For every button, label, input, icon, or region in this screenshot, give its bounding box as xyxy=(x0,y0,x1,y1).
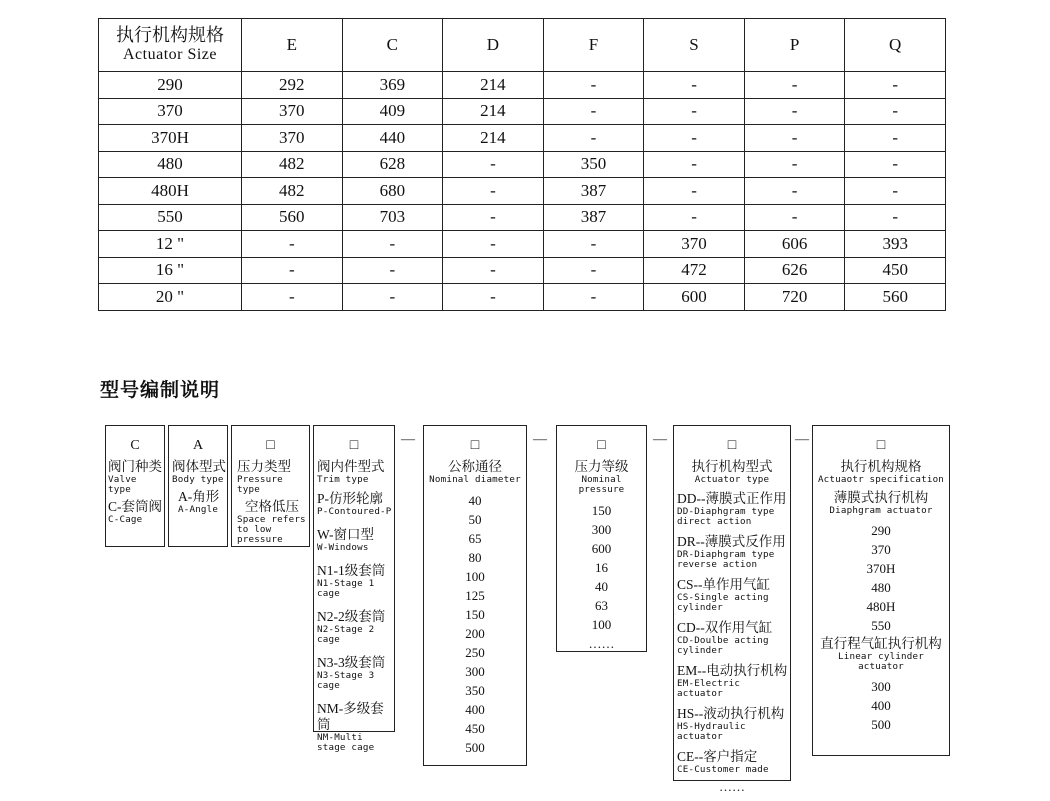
label-en: Actuator type xyxy=(694,474,770,485)
table-cell: 409 xyxy=(342,98,443,125)
table-row xyxy=(99,151,946,178)
box-actuator-type xyxy=(673,425,791,794)
spec-group1-list xyxy=(813,521,949,635)
table-cell: 480H xyxy=(99,178,242,205)
table-cell: 600 xyxy=(644,284,745,311)
item-en: C-Cage xyxy=(108,514,143,525)
label-en: Actuaotr specification xyxy=(817,474,945,485)
table-cell: 482 xyxy=(242,151,343,178)
actuator-item-cn: DD--薄膜式正作用 xyxy=(677,491,787,506)
group2-en: Linear cylinder actuator xyxy=(838,651,924,672)
table-cell: - xyxy=(845,204,946,231)
table-cell: - xyxy=(845,178,946,205)
header-col: S xyxy=(644,19,745,72)
table-cell: 560 xyxy=(845,284,946,311)
label-en: Nominal pressure xyxy=(578,474,625,495)
table-cell: - xyxy=(543,98,644,125)
diameter-value: 350 xyxy=(465,683,485,698)
label-cn: 阀门种类 xyxy=(108,459,162,474)
checkbox-placeholder: □ xyxy=(876,438,886,453)
table-header-row xyxy=(99,19,946,72)
box-nominal-pressure xyxy=(556,425,647,652)
table-cell: - xyxy=(443,284,544,311)
trim-item-en: N2-Stage 2 cage xyxy=(317,624,375,645)
table-cell: - xyxy=(644,204,745,231)
diameter-value: 400 xyxy=(465,702,485,717)
label-en: Valve type xyxy=(108,474,137,495)
table-cell: 393 xyxy=(845,231,946,258)
table-row xyxy=(99,178,946,205)
dimension-table xyxy=(98,18,946,311)
table-cell: 370 xyxy=(242,98,343,125)
table-cell: 370H xyxy=(99,125,242,152)
table-cell: 369 xyxy=(342,72,443,99)
trim-item-cn: N1-1级套筒 xyxy=(317,563,386,578)
spec-value: 500 xyxy=(871,717,891,732)
table-cell: 290 xyxy=(99,72,242,99)
table-cell: - xyxy=(242,284,343,311)
item-en: A-Angle xyxy=(178,504,219,515)
table-cell: 370 xyxy=(644,231,745,258)
label-en: Trim type xyxy=(317,474,369,485)
diameter-value: 150 xyxy=(465,607,485,622)
group1-cn: 薄膜式执行机构 xyxy=(833,490,929,505)
pressure-value: 150 xyxy=(591,503,612,518)
diameter-value: 125 xyxy=(465,588,485,603)
header-col: E xyxy=(242,19,343,72)
table-row xyxy=(99,72,946,99)
pressure-list xyxy=(557,501,646,653)
table-row xyxy=(99,204,946,231)
diameter-list xyxy=(424,491,526,757)
trim-item-en: W-Windows xyxy=(317,542,369,553)
table-row xyxy=(99,231,946,258)
diameter-value: 200 xyxy=(465,626,485,641)
actuator-item-cn: CS--单作用气缸 xyxy=(677,577,771,592)
actuator-item-en: CS-Single acting xyxy=(677,592,769,603)
group1-en: Diaphgram actuator xyxy=(829,505,933,516)
diameter-value: 300 xyxy=(465,664,485,679)
checkbox-placeholder: □ xyxy=(597,438,606,453)
table-cell: - xyxy=(543,72,644,99)
label-en: Pressure type xyxy=(237,474,283,495)
actuator-item-en: HS-Hydraulic actuator xyxy=(677,721,746,742)
pressure-value: 16 xyxy=(595,560,608,575)
header-col: C xyxy=(342,19,443,72)
code-letter: C xyxy=(130,438,140,453)
header-size-cn: 执行机构规格 xyxy=(116,25,224,45)
label-cn: 执行机构规格 xyxy=(840,459,922,474)
label-cn: 公称通径 xyxy=(448,459,502,474)
label-en: Body type xyxy=(172,474,224,485)
table-cell: 16 " xyxy=(99,257,242,284)
table-cell: 214 xyxy=(443,125,544,152)
label-cn: 压力等级 xyxy=(574,459,629,474)
diameter-value: 40 xyxy=(468,493,482,508)
table-cell: - xyxy=(443,204,544,231)
table-cell: - xyxy=(543,284,644,311)
spec-value: 370 xyxy=(871,542,891,557)
table-cell: 292 xyxy=(242,72,343,99)
separator-dash: — xyxy=(795,432,809,447)
trim-item-cn: P-仿形轮廓 xyxy=(317,491,384,506)
box-nominal-diameter xyxy=(423,425,527,766)
spec-value: 300 xyxy=(871,679,891,694)
diameter-value: 500 xyxy=(465,740,485,755)
checkbox-placeholder: □ xyxy=(349,438,359,453)
trim-item-en: N3-Stage 3 cage xyxy=(317,670,375,691)
table-cell: - xyxy=(242,231,343,258)
trim-item-en: NM-Multi xyxy=(317,732,363,743)
separator-dash: — xyxy=(533,432,547,447)
table-cell: 703 xyxy=(342,204,443,231)
checkbox-placeholder: □ xyxy=(470,438,480,453)
trim-item-en: N1-Stage 1 cage xyxy=(317,578,375,599)
trim-item-cn: N2-2级套筒 xyxy=(317,609,386,624)
table-cell: 370 xyxy=(99,98,242,125)
table-cell: 350 xyxy=(543,151,644,178)
box-trim-type xyxy=(313,425,395,753)
table-cell: - xyxy=(543,125,644,152)
table-cell: - xyxy=(744,98,845,125)
spec-value: 480 xyxy=(871,580,891,595)
item-en: pressure xyxy=(237,534,283,545)
actuator-item-cn: EM--电动执行机构 xyxy=(677,663,788,678)
item-en: Space refers xyxy=(237,514,306,525)
table-cell: - xyxy=(543,231,644,258)
table-cell: 214 xyxy=(443,98,544,125)
table-cell: 560 xyxy=(242,204,343,231)
table-cell: 440 xyxy=(342,125,443,152)
actuator-item-cn: CD--双作用气缸 xyxy=(677,620,773,635)
table-cell: - xyxy=(644,125,745,152)
diameter-value: 80 xyxy=(468,550,482,565)
table-cell: 550 xyxy=(99,204,242,231)
table-cell: - xyxy=(744,178,845,205)
table-cell: 20 " xyxy=(99,284,242,311)
table-cell: - xyxy=(342,284,443,311)
table-cell: - xyxy=(845,125,946,152)
table-cell: 214 xyxy=(443,72,544,99)
pressure-value: 600 xyxy=(591,541,612,556)
table-cell: - xyxy=(644,72,745,99)
header-col: F xyxy=(543,19,644,72)
more-ellipsis: …… xyxy=(719,779,745,794)
group2-cn: 直行程气缸执行机构 xyxy=(820,636,942,651)
table-cell: - xyxy=(443,151,544,178)
table-cell: - xyxy=(342,231,443,258)
label-cn: 执行机构型式 xyxy=(691,459,773,474)
label-en: Nominal diameter xyxy=(429,474,521,485)
actuator-item-en: CE-Customer made xyxy=(677,764,769,775)
table-cell: - xyxy=(845,72,946,99)
table-cell: 12 " xyxy=(99,231,242,258)
table-cell: 387 xyxy=(543,204,644,231)
table-cell: - xyxy=(744,151,845,178)
table-cell: - xyxy=(443,178,544,205)
table-cell: - xyxy=(242,257,343,284)
diameter-value: 250 xyxy=(465,645,485,660)
header-actuator-size xyxy=(99,19,242,72)
table-cell: - xyxy=(543,257,644,284)
table-cell: - xyxy=(744,204,845,231)
spec-group2-list xyxy=(813,677,949,734)
actuator-item-en: reverse action xyxy=(677,559,758,570)
table-cell: 680 xyxy=(342,178,443,205)
header-col: D xyxy=(443,19,544,72)
trim-item-list xyxy=(317,491,394,753)
diameter-value: 65 xyxy=(468,531,482,546)
table-row xyxy=(99,98,946,125)
table-cell: 720 xyxy=(744,284,845,311)
spec-value: 480H xyxy=(866,599,896,614)
trim-item-en: P-Contoured-P xyxy=(317,506,392,517)
box-pressure-type xyxy=(231,425,310,547)
header-col: P xyxy=(744,19,845,72)
table-cell: - xyxy=(443,231,544,258)
box-body-type xyxy=(168,425,228,547)
table-cell: 450 xyxy=(845,257,946,284)
header-size-en: Actuator Size xyxy=(122,46,218,63)
checkbox-placeholder: □ xyxy=(266,438,275,453)
item-en: to low xyxy=(237,524,272,535)
diameter-value: 450 xyxy=(465,721,485,736)
actuator-item-en: DR-Diaphgram type xyxy=(677,549,775,560)
table-cell: - xyxy=(644,151,745,178)
table-cell: 626 xyxy=(744,257,845,284)
label-cn: 压力类型 xyxy=(237,459,291,474)
spec-value: 370H xyxy=(866,561,896,576)
section-heading: 型号编制说明 xyxy=(100,379,221,401)
table-cell: - xyxy=(845,151,946,178)
actuator-item-en: cylinder xyxy=(677,645,723,656)
table-cell: 370 xyxy=(242,125,343,152)
box-valve-type xyxy=(105,425,165,547)
diameter-value: 100 xyxy=(465,569,485,584)
table-cell: 472 xyxy=(644,257,745,284)
table-cell: - xyxy=(644,98,745,125)
separator-dash: — xyxy=(653,432,667,447)
box-actuator-spec xyxy=(812,425,950,756)
header-col: Q xyxy=(845,19,946,72)
actuator-item-cn: DR--薄膜式反作用 xyxy=(677,534,786,549)
pressure-value: 100 xyxy=(591,617,612,632)
trim-item-cn: N3-3级套筒 xyxy=(317,655,386,670)
spec-value: 400 xyxy=(871,698,891,713)
table-cell: - xyxy=(744,72,845,99)
table-cell: - xyxy=(443,257,544,284)
item-cn: A-角形 xyxy=(178,489,220,504)
trim-item-cn: NM-多级套筒 xyxy=(317,701,384,732)
table-cell: - xyxy=(845,98,946,125)
table-cell: - xyxy=(644,178,745,205)
label-cn: 阀体型式 xyxy=(172,459,226,474)
actuator-item-cn: CE--客户指定 xyxy=(677,749,758,764)
table-cell: 387 xyxy=(543,178,644,205)
table-cell: 628 xyxy=(342,151,443,178)
table-cell: 480 xyxy=(99,151,242,178)
actuator-item-en: CD-Doulbe acting xyxy=(677,635,769,646)
item-cn: 空格低压 xyxy=(245,499,299,514)
trim-item-cn: W-窗口型 xyxy=(317,527,374,542)
diameter-value: 50 xyxy=(468,512,482,527)
pressure-value: 300 xyxy=(591,522,612,537)
table-body xyxy=(99,72,946,311)
pressure-value: 63 xyxy=(595,598,608,613)
table-cell: - xyxy=(744,125,845,152)
table-row xyxy=(99,125,946,152)
code-letter: A xyxy=(192,438,204,453)
actuator-item-en: cylinder xyxy=(677,602,723,613)
table-cell: - xyxy=(342,257,443,284)
label-cn: 阀内件型式 xyxy=(317,459,385,474)
item-cn: C-套筒阀 xyxy=(108,499,162,514)
table-row xyxy=(99,257,946,284)
trim-item-en: stage cage xyxy=(317,742,375,753)
separator-dash: — xyxy=(401,432,415,447)
pressure-value: 40 xyxy=(595,579,608,594)
table-row xyxy=(99,284,946,311)
table-cell: 482 xyxy=(242,178,343,205)
actuator-item-cn: HS--液动执行机构 xyxy=(677,706,785,721)
table-cell: 606 xyxy=(744,231,845,258)
spec-value: 550 xyxy=(871,618,891,633)
spec-value: 290 xyxy=(871,523,891,538)
actuator-item-en: EM-Electric actuator xyxy=(677,678,741,699)
checkbox-placeholder: □ xyxy=(727,438,737,453)
actuator-type-list xyxy=(674,491,790,775)
actuator-item-en: direct action xyxy=(677,516,752,527)
actuator-item-en: DD-Diaphgram type xyxy=(677,506,775,517)
pressure-value: …… xyxy=(588,636,615,651)
